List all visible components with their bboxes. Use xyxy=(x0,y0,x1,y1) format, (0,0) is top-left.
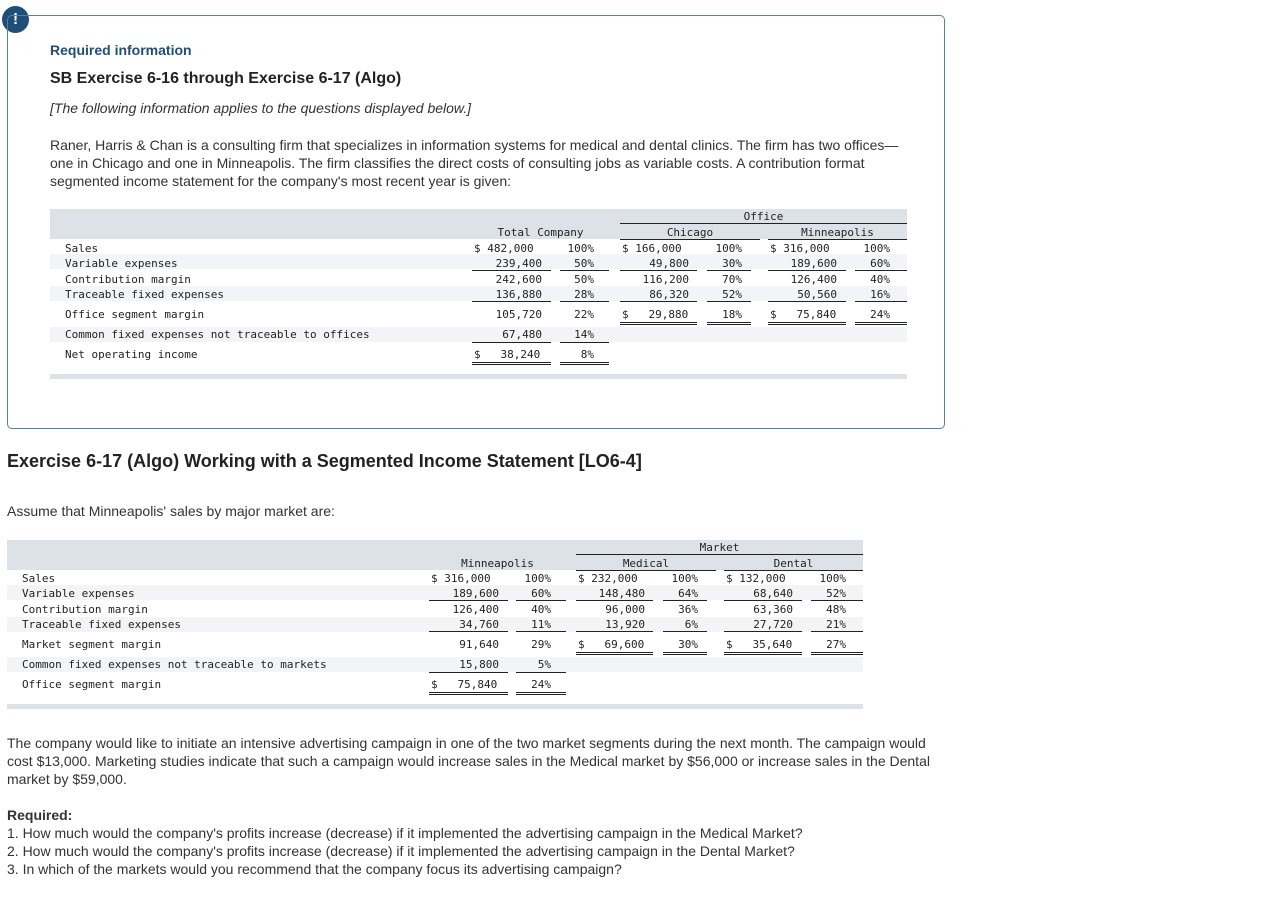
row-label: Net operating income xyxy=(65,348,198,361)
table-cell: 34,760 xyxy=(459,618,499,631)
table-cell: 28% xyxy=(574,288,594,301)
table-cell: $ 166,000 xyxy=(622,242,682,255)
table-cell: 16% xyxy=(870,288,890,301)
table-cell: 50% xyxy=(574,257,594,270)
table-cell: 27,720 xyxy=(753,618,793,631)
row-label: Office segment margin xyxy=(65,308,205,321)
table-cell: 30% xyxy=(678,638,698,651)
table-cell: 189,600 xyxy=(790,257,837,270)
col-header-total-company: Total Company xyxy=(497,226,584,239)
table-cell: 70% xyxy=(722,273,742,286)
table-cell: 15,800 xyxy=(459,658,499,671)
row-label: Common fixed expenses not traceable to offices xyxy=(65,328,370,341)
col-header-medical: Medical xyxy=(622,557,670,570)
intro-paragraph: Raner, Harris & Chan is a consulting firm that specializes in information systems for medical and dental clinics. The firm has two offices—one in Chicago and one in Minneapolis. The firm classifies the direct costs of consulting jobs as variable costs. A contribution format segmented income statement for the company's most recent year is given: xyxy=(50,137,899,189)
col-header-minneapolis: Minneapolis xyxy=(461,557,534,570)
table-cell: 40% xyxy=(531,603,551,616)
table-cell: 100% xyxy=(819,572,846,585)
table-cell: 67,480 xyxy=(502,328,542,341)
table-cell: 8% xyxy=(580,348,594,361)
table-cell: 91,640 xyxy=(459,638,499,651)
table-cell: 189,600 xyxy=(452,587,499,600)
exercise-title: SB Exercise 6-16 through Exercise 6-17 (Algo) xyxy=(50,70,402,87)
table-cell: 18% xyxy=(722,308,742,321)
market-group-header: Market xyxy=(699,541,740,554)
table-cell: $ 29,880 xyxy=(622,308,689,321)
table-cell: $ 232,000 xyxy=(578,572,638,585)
table-cell: 52% xyxy=(722,288,742,301)
row-label: Sales xyxy=(65,242,99,255)
table-cell: 5% xyxy=(537,658,551,671)
table-cell: 30% xyxy=(722,257,742,270)
table-cell: 116,200 xyxy=(642,273,689,286)
row-label: Variable expenses xyxy=(65,257,178,270)
table-cell: 40% xyxy=(870,273,890,286)
table-cell: 126,400 xyxy=(452,603,499,616)
table-cell: 29% xyxy=(531,638,551,651)
table-cell: 60% xyxy=(531,587,551,600)
row-label: Contribution margin xyxy=(22,603,148,616)
required-item: 1. How much would the company's profits increase (decrease) if it implemented the advertising campaign in the Medical Market? xyxy=(7,825,803,841)
table-cell: 105,720 xyxy=(495,308,542,321)
table-cell: $ 482,000 xyxy=(474,242,534,255)
campaign-paragraph: The company would like to initiate an intensive advertising campaign in one of the two market segments during the next month. The campaign would cost $13,000. Marketing studies indicate that such a campaign would increase sales in the Medical market by $56,000 or increase sales in the Dental market by $59,000. xyxy=(7,735,930,787)
table-cell: 24% xyxy=(531,678,551,691)
table-cell: $ 316,000 xyxy=(431,572,491,585)
col-header-dental: Dental xyxy=(773,557,814,570)
table-cell: 100% xyxy=(715,242,742,255)
table-cell: 100% xyxy=(863,242,890,255)
table-cell: $ 38,240 xyxy=(474,348,541,361)
table-cell: 136,880 xyxy=(495,288,542,301)
applies-note: [The following information applies to the questions displayed below.] xyxy=(50,100,472,116)
table-cell: 36% xyxy=(678,603,698,616)
table-cell: 96,000 xyxy=(605,603,645,616)
row-label: Traceable fixed expenses xyxy=(22,618,181,631)
row-label: Contribution margin xyxy=(65,273,191,286)
table-cell: $ 69,600 xyxy=(578,638,645,651)
table-cell: 239,400 xyxy=(495,257,542,270)
table-cell: 100% xyxy=(524,572,551,585)
table-cell: 11% xyxy=(531,618,551,631)
table-cell: 100% xyxy=(671,572,698,585)
row-label: Traceable fixed expenses xyxy=(65,288,224,301)
table-cell: 242,600 xyxy=(495,273,542,286)
row-label: Market segment margin xyxy=(22,638,162,651)
col-header-minneapolis: Minneapolis xyxy=(801,226,874,239)
table-cell: $ 75,840 xyxy=(431,678,498,691)
table-cell: 13,920 xyxy=(605,618,645,631)
required-section xyxy=(7,806,947,878)
table-cell: $ 316,000 xyxy=(770,242,830,255)
required-title: Required: xyxy=(7,807,73,823)
col-header-chicago: Chicago xyxy=(666,226,714,239)
table-cell: 60% xyxy=(870,257,890,270)
row-label: Sales xyxy=(22,572,56,585)
row-label: Variable expenses xyxy=(22,587,135,600)
section-heading: Exercise 6-17 (Algo) Working with a Segmented Income Statement [LO6-4] xyxy=(7,451,642,471)
alert-icon: ! xyxy=(2,6,29,33)
table-cell: $ 75,840 xyxy=(770,308,837,321)
table-cell: 68,640 xyxy=(753,587,793,600)
office-group-header: Office xyxy=(743,210,784,223)
table-cell: 86,320 xyxy=(649,288,689,301)
table-cell: 6% xyxy=(684,618,698,631)
table-cell: 24% xyxy=(870,308,890,321)
table-cell: 52% xyxy=(826,587,846,600)
assume-text: Assume that Minneapolis' sales by major market are: xyxy=(7,503,335,519)
table-cell: 50,560 xyxy=(797,288,837,301)
required-item: 2. How much would the company's profits increase (decrease) if it implemented the advertising campaign in the Dental Market? xyxy=(7,843,795,859)
required-item: 3. In which of the markets would you recommend that the company focus its advertising campaign? xyxy=(7,861,622,877)
table-cell: 63,360 xyxy=(753,603,793,616)
required-info-label: Required information xyxy=(50,42,192,58)
table-cell: 126,400 xyxy=(790,273,837,286)
table-cell: $ 132,000 xyxy=(726,572,786,585)
table-cell: $ 35,640 xyxy=(726,638,793,651)
table-cell: 27% xyxy=(826,638,846,651)
table-cell: 64% xyxy=(678,587,698,600)
table-cell: 50% xyxy=(574,273,594,286)
table-cell: 14% xyxy=(574,328,594,341)
table-cell: 21% xyxy=(826,618,846,631)
table-cell: 48% xyxy=(826,603,846,616)
table-cell: 22% xyxy=(574,308,594,321)
table-cell: 100% xyxy=(567,242,594,255)
row-label: Common fixed expenses not traceable to markets xyxy=(22,658,327,671)
table-cell: 148,480 xyxy=(598,587,645,600)
table-cell: 49,800 xyxy=(649,257,689,270)
row-label: Office segment margin xyxy=(22,678,162,691)
